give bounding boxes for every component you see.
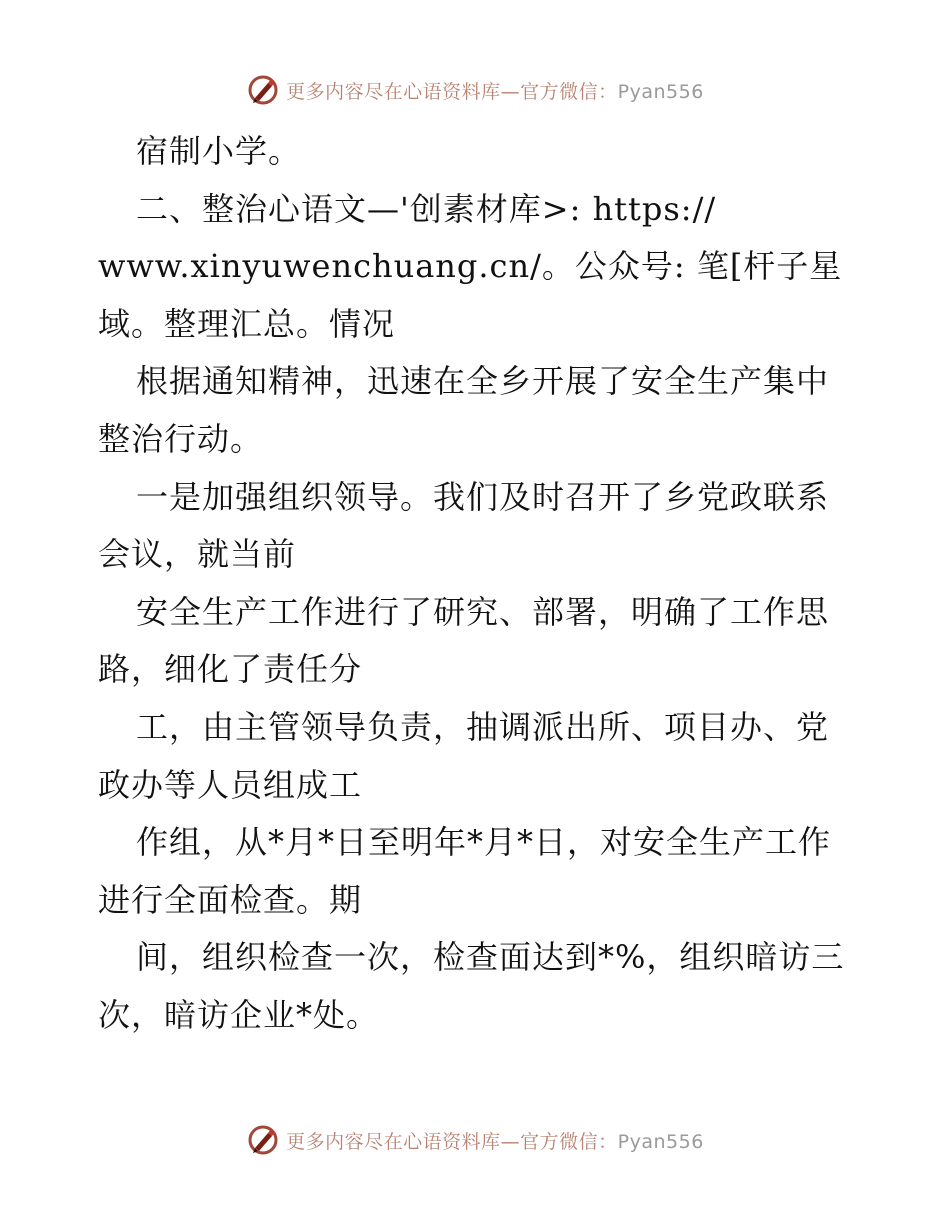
header-watermark [0, 70, 950, 110]
text-line: 间，组织检查一次，检查面达到*%，组织暗访三 [136, 938, 845, 977]
text-line: 二、整治心语文—'创素材库>: https:// [136, 189, 717, 228]
footer-watermark [0, 1120, 950, 1160]
watermark-text: 更多内容尽在心语资料库—官方微信： [286, 80, 618, 103]
text-line: 安全生产工作进行了研究、部署，明确了工作思 [136, 592, 830, 631]
text-line: 整治行动。 [98, 419, 264, 458]
text-line: 根据通知精神，迅速在全乡开展了安全生产集中 [136, 362, 830, 401]
text-line: 宿制小学。 [136, 132, 302, 170]
text-line: 作组，从*月*日至明年*月*日，对安全生产工作 [136, 823, 832, 862]
text-line: 次，暗访企业*处。 [98, 995, 380, 1034]
watermark-text: 更多内容尽在心语资料库—官方微信： [286, 1130, 618, 1153]
text-line: 一是加强组织领导。我们及时召开了乡党政联系 [136, 477, 830, 516]
watermark-wechat-id: Pyan556 [617, 1130, 704, 1153]
text-line: 政办等人员组成工 [98, 765, 363, 804]
text-line: 路，细化了责任分 [98, 650, 363, 689]
text-line: 工，由主管领导负责，抽调派出所、项目办、党 [136, 707, 830, 746]
text-line: 会议，就当前 [98, 535, 297, 574]
text-line: 域。整理汇总。情况 [98, 304, 396, 343]
text-line: 进行全面检查。期 [98, 880, 363, 919]
text-line: www.xinyuwenchuang.cn/。公众号: 笔[杆子星 [98, 247, 843, 286]
pen-seal-logo-icon [246, 73, 280, 107]
document-body [98, 123, 858, 1045]
watermark-wechat-id: Pyan556 [617, 80, 704, 103]
pen-seal-logo-icon [246, 1123, 280, 1157]
